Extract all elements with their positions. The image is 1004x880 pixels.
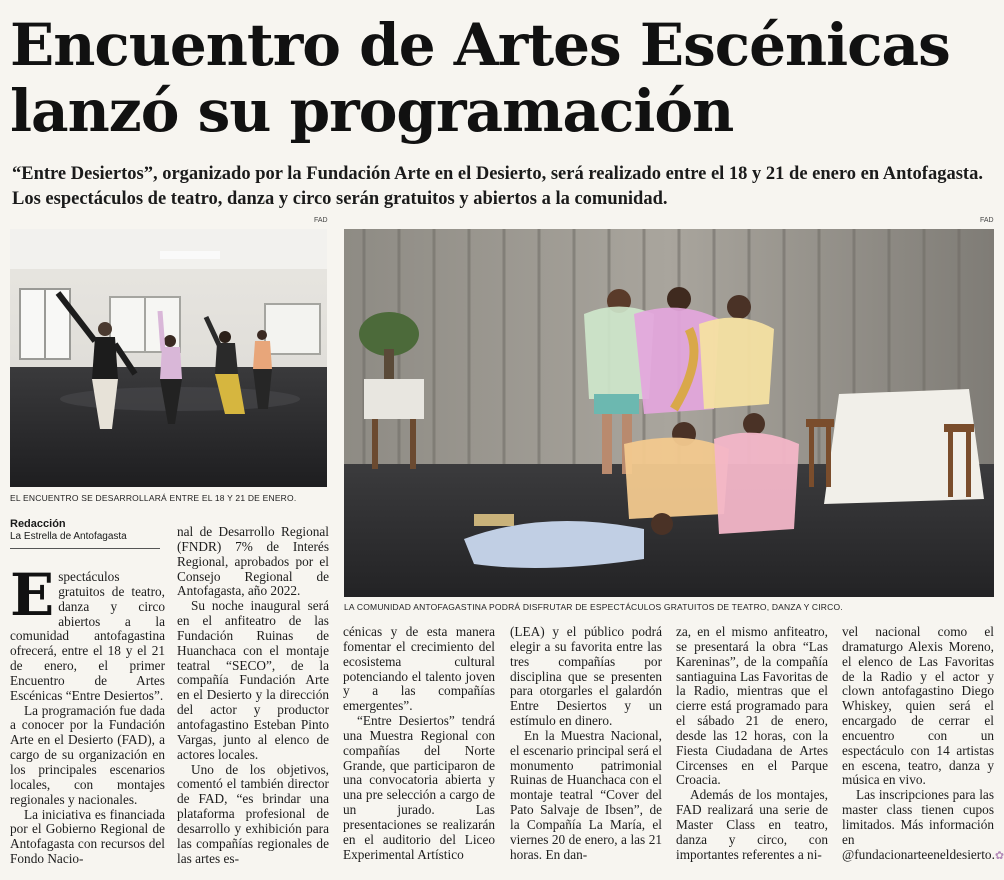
paragraph: En la Muestra Nacional, el escenario principal será el monumento patrimonial Ruinas de Huanchaca con el montaje teatral “Cover del Pato Salvaje de Ibsen”, de la Compañía La María, el viernes 20 de enero, a las 21 horas. En dan- bbox=[510, 727, 662, 862]
article-column-1 bbox=[10, 561, 165, 867]
paragraph: La programación fue dada a conocer por la Fundación Arte en el Desierto (FAD), a cargo de su organización en los principales escenarios locales, con montajes regionales y nacionales. bbox=[10, 702, 165, 807]
caption-right: LA COMUNIDAD ANTOFAGASTINA PODRÁ DISFRUTAR DE ESPECTÁCULOS GRATUITOS DE TEATRO, DANZA Y CIRCO. bbox=[344, 602, 843, 612]
paragraph: La iniciativa es financiada por el Gobierno Regional de Antofagasta con recursos del Fondo Nacio- bbox=[10, 806, 165, 867]
byline bbox=[10, 518, 160, 542]
byline-rule bbox=[10, 548, 160, 549]
article-column-3 bbox=[343, 625, 495, 863]
article-column-6 bbox=[842, 624, 1004, 864]
byline-name: Redacción bbox=[10, 518, 66, 530]
stage-photo bbox=[344, 229, 994, 597]
article-column-5 bbox=[676, 625, 828, 863]
rehearsal-photo bbox=[10, 229, 327, 487]
photo-credit-left: FAD bbox=[314, 217, 328, 224]
paragraph: za, en el mismo anfiteatro, se presentará la obra “Las Kareninas”, de la compañía santiaguina Las Favoritas de la Radio, mientras que el cierre está programado para el sábado 21 de enero, desde las 12 horas, con la Fiesta Ciudadana de Artes Circenses en el Parque Croacia. bbox=[676, 624, 828, 788]
paragraph: (LEA) y el público podrá elegir a su favorita entre las tres compañías por disciplina que se presenten para otorgarles el galardón Entre Desiertos y un estímulo en dinero. bbox=[510, 624, 662, 729]
paragraph: cénicas y de esta manera fomentar el crecimiento del ecosistema cultural potenciando el talento joven y a las compañías emergentes”. bbox=[343, 624, 495, 714]
paragraph-text: spectáculos gratuitos de teatro, danza y circo abiertos a la comunidad antofagastina ofrecerá, entre el 18 y el 21 de enero, el primer Encuentro de Artes Escénicas “Entre Desiertos”. bbox=[10, 569, 165, 703]
paragraph: Su noche inaugural será en el anfiteatro de las Fundación Ruinas de Huanchaca con el montaje teatral “SECO”, de la compañía Fundación Arte en el Desierto y la dirección del actor y productor antofagastino Esteban Pinto Vargas, junto al elenco de actores locales. bbox=[177, 598, 329, 762]
caption-left: EL ENCUENTRO SE DESARROLLARÁ ENTRE EL 18 Y 21 DE ENERO. bbox=[10, 493, 297, 503]
paragraph: Además de los montajes, FAD realizará una serie de Master Class en teatro, danza y circo, con importantes referentes a ni- bbox=[676, 787, 828, 862]
byline-outlet: La Estrella de Antofagasta bbox=[10, 531, 127, 542]
paragraph bbox=[842, 787, 1004, 863]
paragraph-text: Las inscripciones para las master class tienen cupos limitados. Más información en @fundacionarteeneldesierto. bbox=[842, 787, 995, 862]
paragraph: Uno de los objetivos, comentó el también director de FAD, “es brindar una plataforma profesional de desarrollo y exhibición para las compañías regionales de las artes es- bbox=[177, 761, 329, 866]
end-mark-icon: ✿ bbox=[994, 849, 1004, 862]
paragraph: “Entre Desiertos” tendrá una Muestra Regional con compañías del Norte Grande, que participaron de una convocatoria abierta y una pre selección a cargo de un jurado. Las presentaciones se realizarán en el auditorio del Liceo Experimental Artístico bbox=[343, 713, 495, 862]
paragraph: nal de Desarrollo Regional (FNDR) 7% de Interés Regional, aprobados por el Consejo Regional de Antofagasta, año 2022. bbox=[177, 524, 329, 599]
photo-credit-right: FAD bbox=[980, 217, 994, 224]
headline-line-1: Encuentro de Artes Escénicas bbox=[10, 11, 950, 79]
paragraph bbox=[10, 561, 165, 704]
drop-cap: E bbox=[10, 561, 55, 629]
paragraph: vel nacional como el dramaturgo Alexis Moreno, el elenco de Las Favoritas de la Radio y el actor y clown antofagastino Diego Whiskey, quien será el encargado de cerrar el encuentro con un espectáculo con 14 artistas en escena, teatro, danza y música en vivo. bbox=[842, 624, 994, 788]
headline-line-2: lanzó su programación bbox=[10, 77, 734, 145]
lede: “Entre Desiertos”, organizado por la Fundación Arte en el Desierto, será realizado entre el 18 y 21 de enero en Antofagasta. Los espectáculos de teatro, danza y circo serán gratuitos y abiertos a la comunidad. bbox=[12, 164, 983, 209]
article-column-2 bbox=[177, 525, 329, 866]
article-column-4 bbox=[510, 625, 662, 863]
headline bbox=[10, 12, 990, 144]
